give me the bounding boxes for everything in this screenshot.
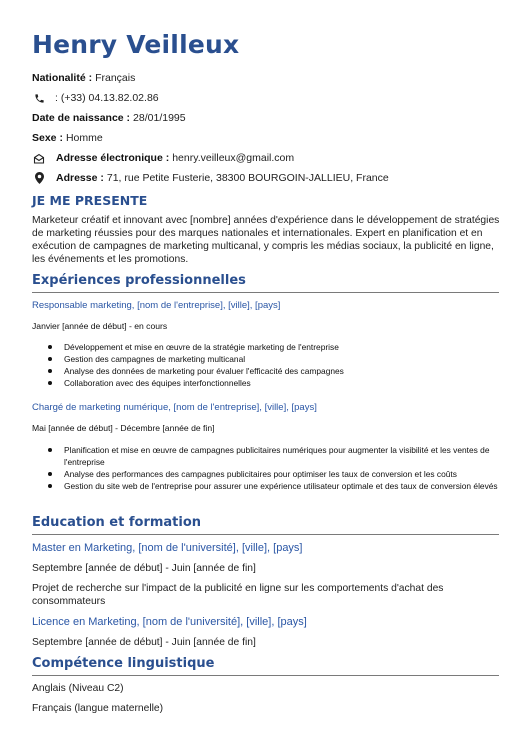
nationality-value: Français <box>95 72 136 84</box>
degree-description: Projet de recherche sur l'impact de la publicité en ligne sur les comportements d'achat des consommateurs <box>32 583 444 607</box>
phone-value: : (+33) 04.13.82.02.86 <box>55 92 159 104</box>
list-item: Analyse des données de marketing pour évaluer l'efficacité des campagnes <box>64 365 514 377</box>
email-row <box>32 152 294 164</box>
birthdate-value: 28/01/1995 <box>133 112 186 124</box>
job-title: Responsable marketing, [nom de l'entreprise], [ville], [pays] <box>32 300 281 311</box>
list-item: Gestion des campagnes de marketing multicanal <box>64 353 514 365</box>
phone-icon <box>32 92 46 104</box>
nationality-row <box>32 72 135 84</box>
job-bullets <box>32 444 514 492</box>
birthdate-row <box>32 112 186 124</box>
languages-heading: Compétence linguistique <box>32 656 215 671</box>
experience-divider <box>32 292 499 293</box>
job-bullets <box>32 341 514 389</box>
address-value: 71, rue Petite Fusterie, 38300 BOURGOIN-JALLIEU, France <box>106 172 389 184</box>
degree-dates: Septembre [année de début] - Juin [année de fin] <box>32 563 256 574</box>
sex-label: Sexe : <box>32 132 63 144</box>
education-divider <box>32 534 499 535</box>
nationality-label: Nationalité : <box>32 72 93 84</box>
degree-dates: Septembre [année de début] - Juin [année de fin] <box>32 637 256 648</box>
phone-row <box>32 92 159 104</box>
degree-title: Master en Marketing, [nom de l'université], [ville], [pays] <box>32 542 303 554</box>
location-pin-icon <box>32 172 46 184</box>
sex-value: Homme <box>65 132 103 144</box>
language-item: Français (langue maternelle) <box>32 703 164 714</box>
about-heading: JE ME PRESENTE <box>32 193 148 208</box>
job-title: Chargé de marketing numérique, [nom de l'entreprise], [ville], [pays] <box>32 402 317 413</box>
languages-divider <box>32 675 499 676</box>
candidate-name: Henry Veilleux <box>32 30 240 59</box>
birthdate-label: Date de naissance : <box>32 112 131 124</box>
address-row <box>32 172 389 184</box>
job-dates: Janvier [année de début] - en cours <box>32 321 168 331</box>
list-item: Planification et mise en œuvre de campagnes publicitaires numériques pour augmenter la visibilité et les ventes de l'entreprise <box>64 444 514 468</box>
about-text: Marketeur créatif et innovant avec [nombre] années d'expérience dans le développement de stratégies de marketing réussies pour des marques nationales et internationales. Expert en planification et en exécution de campagnes de marketing multicanal, y compris les médias sociaux, la publicité en ligne, les événements et les promotions. <box>32 215 500 265</box>
job-dates: Mai [année de début] - Décembre [année de fin] <box>32 423 215 433</box>
address-label: Adresse : <box>56 172 104 184</box>
degree-title: Licence en Marketing, [nom de l'université], [ville], [pays] <box>32 616 307 628</box>
language-item: Anglais (Niveau C2) <box>32 683 124 694</box>
list-item: Gestion du site web de l'entreprise pour assurer une expérience utilisateur optimale et des taux de conversion élevés <box>64 480 514 492</box>
sex-row <box>32 132 103 144</box>
email-label: Adresse électronique : <box>56 152 170 164</box>
list-item: Développement et mise en œuvre de la stratégie marketing de l'entreprise <box>64 341 514 353</box>
email-icon <box>32 152 46 164</box>
email-value[interactable]: henry.veilleux@gmail.com <box>172 152 295 164</box>
education-heading: Education et formation <box>32 515 202 530</box>
experience-heading: Expériences professionnelles <box>32 273 246 288</box>
list-item: Analyse des performances des campagnes publicitaires pour optimiser les taux de conversion et les coûts <box>64 468 514 480</box>
list-item: Collaboration avec des équipes interfonctionnelles <box>64 377 514 389</box>
